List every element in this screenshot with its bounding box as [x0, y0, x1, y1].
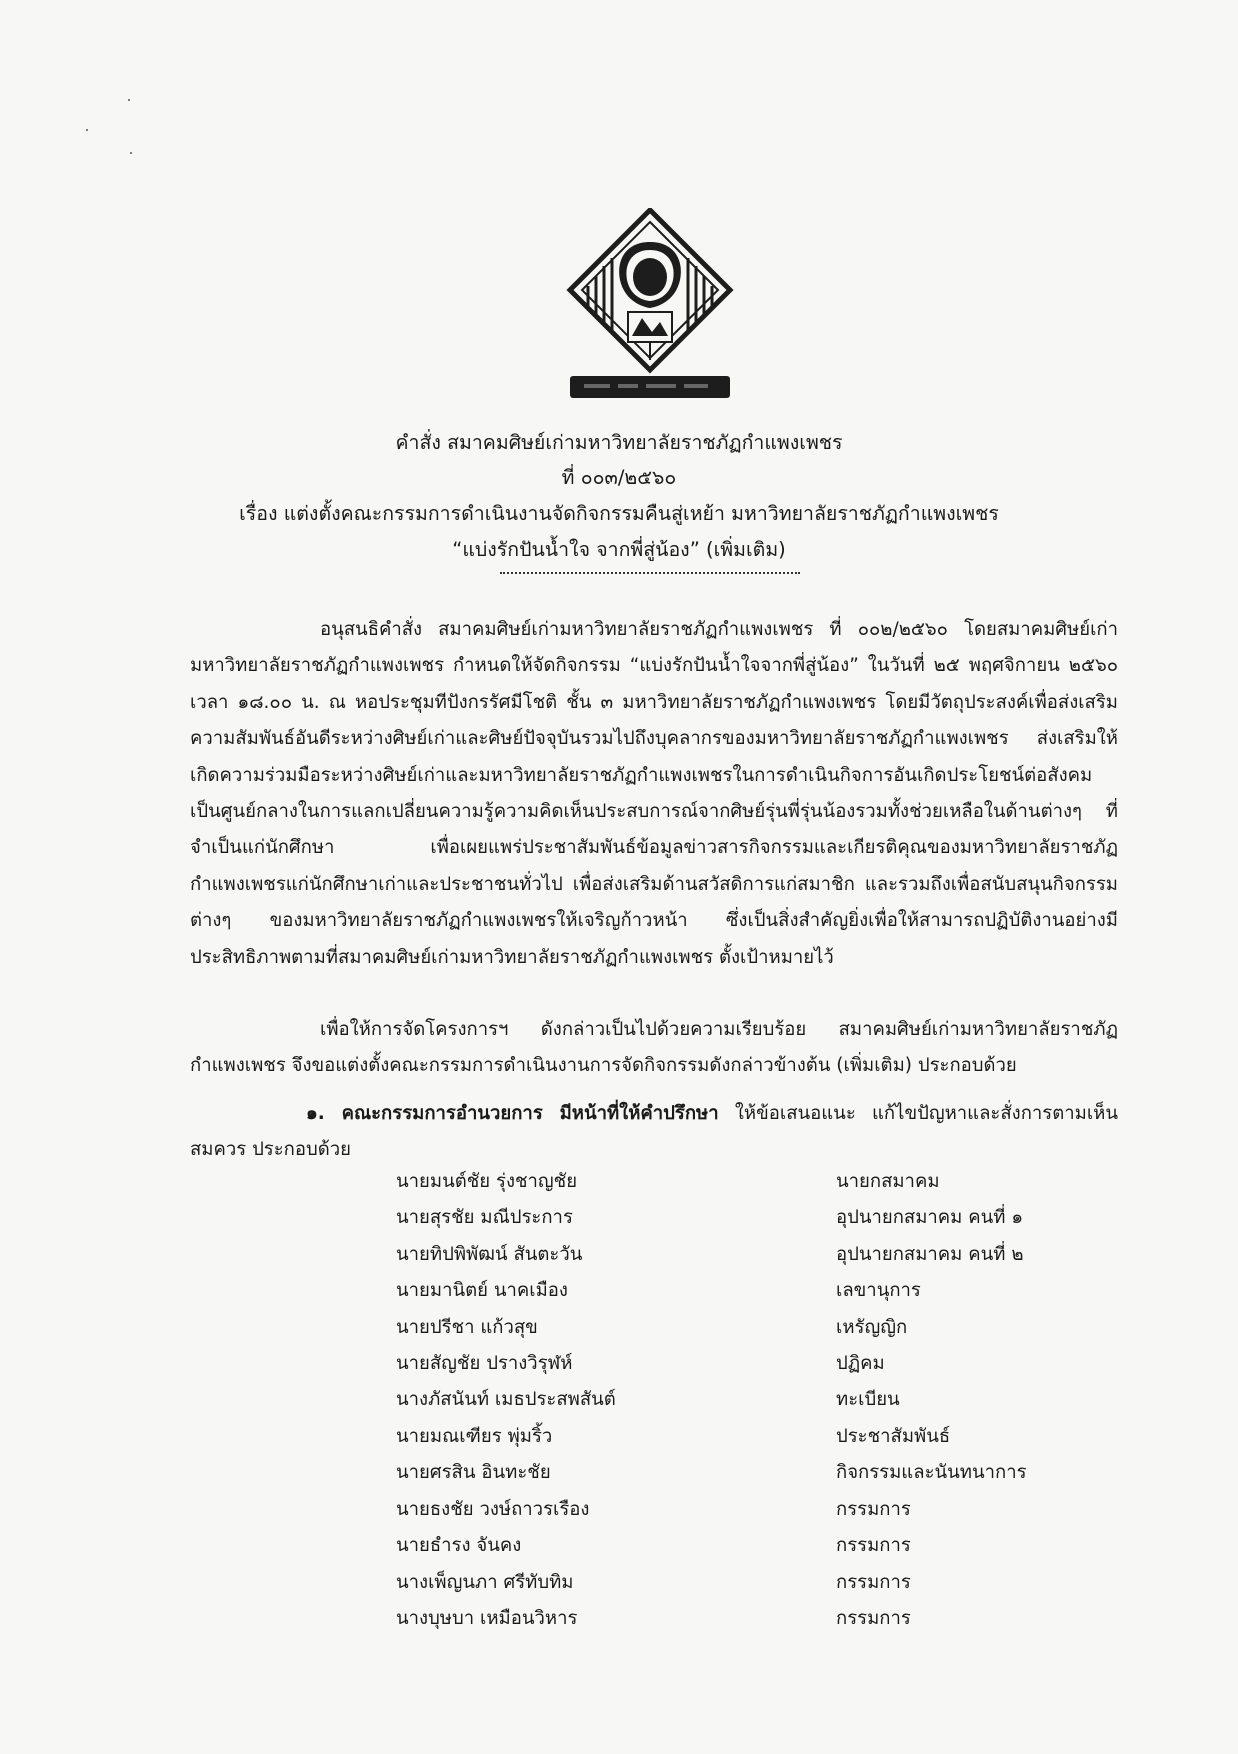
member-name: นายธำรง จันคง	[396, 1535, 522, 1556]
body-paragraph	[190, 612, 1118, 976]
member-name: นางภัสนันท์ เมธประสพสันต์	[396, 1389, 616, 1410]
committee-member-row	[396, 1201, 1096, 1235]
member-name: นายสัญชัย ปรางวิรุฬห์	[396, 1353, 573, 1374]
committee-member-row	[396, 1456, 1096, 1490]
member-role: กรรมการ	[836, 1572, 911, 1593]
scan-speck	[128, 99, 130, 101]
order-number: ที่ ๐๐๓/๒๕๖๐	[561, 466, 677, 489]
member-role: เหรัญญิก	[836, 1317, 908, 1338]
member-role: ทะเบียน	[836, 1389, 900, 1410]
member-role: กิจกรรมและนันทนาการ	[836, 1462, 1027, 1483]
paragraph-text: เพื่อให้การจัดโครงการฯ ดังกล่าวเป็นไปด้วยความเรียบร้อย สมาคมศิษย์เก่ามหาวิทยาลัยราชภัฏกำแพงเพชร จึงขอแต่งตั้งคณะกรรมการดำเนินงานการจัดกิจกรรมดังกล่าวข้างต้น (เพิ่มเติม) ประกอบด้วย	[190, 1019, 1118, 1077]
member-role: กรรมการ	[836, 1499, 911, 1520]
member-role: กรรมการ	[836, 1608, 911, 1629]
order-title: คำสั่ง สมาคมศิษย์เก่ามหาวิทยาลัยราชภัฏกำแพงเพชร	[395, 431, 843, 454]
scan-speck	[86, 129, 88, 131]
member-role: เลขานุการ	[836, 1280, 921, 1301]
committee-member-row	[396, 1602, 1096, 1636]
section-heading-paragraph	[190, 1096, 1118, 1169]
member-role: อุปนายกสมาคม คนที่ ๒	[836, 1244, 1024, 1265]
section-description: ให้ข้อเสนอแนะ แก้ไขปัญหาและสั่งการตามเห็นสมควร ประกอบด้วย	[190, 1103, 1118, 1161]
member-role: กรรมการ	[836, 1535, 911, 1556]
committee-member-row	[396, 1529, 1096, 1563]
committee-member-row	[396, 1566, 1096, 1600]
committee-member-row	[396, 1347, 1096, 1381]
member-name: นายธงชัย วงษ์ถาวรเรือง	[396, 1499, 590, 1520]
committee-member-row	[396, 1493, 1096, 1527]
member-name: นายมณเฑียร พุ่มริ้ว	[396, 1426, 553, 1447]
committee-member-row	[396, 1311, 1096, 1345]
paragraph-text: อนุสนธิคำสั่ง สมาคมศิษย์เก่ามหาวิทยาลัยราชภัฏกำแพงเพชร ที่ ๐๐๒/๒๕๖๐ โดยสมาคมศิษย์เก่ามหาวิทยาลัยราชภัฏกำแพงเพชร กำหนดให้จัดกิจกรรม “แบ่งรักปันน้ำใจจากพี่สู่น้อง” ในวันที่ ๒๕ พฤศจิกายน ๒๕๖๐ เวลา ๑๘.๐๐ น. ณ หอประชุมทีปังกรรัศมีโชติ ชั้น ๓ มหาวิทยาลัยราชภัฏกำแพงเพชร โดยมีวัตถุประสงค์เพื่อส่งเสริมความสัมพันธ์อันดีระหว่างศิษย์เก่าและศิษย์ปัจจุบันรวมไปถึงบุคลากรของมหาวิทยาลัยราชภัฏกำแพงเพชร ส่งเสริมให้เกิดความร่วมมือระหว่างศิษย์เก่าและมหาวิทยาลัยราชภัฏกำแพงเพชรในการดำเนินกิจการอันเกิดประโยชน์ต่อสังคม เป็นศูนย์กลางในการแลกเปลี่ยนความรู้ความคิดเห็นประสบการณ์จากศิษย์รุ่นพี่รุ่นน้องรวมทั้งช่วยเหลือในด้านต่างๆ ที่จำเป็นแก่นักศึกษา เพื่อเผยแพร่ประชาสัมพันธ์ข้อมูลข่าวสารกิจกรรมและเกียรติคุณของมหาวิทยาลัยราชภัฏกำแพงเพชรแก่นักศึกษาเก่าและประชาชนทั่วไป เพื่อส่งเสริมด้านสวัสดิการแก่สมาชิก และรวมถึงเพื่อสนับสนุนกิจกรรมต่างๆ ของมหาวิทยาลัยราชภัฏกำแพงเพชรให้เจริญก้าวหน้า ซึ่งเป็นสิ่งสำคัญยิ่งเพื่อให้สามารถปฏิบัติงานอย่างมีประสิทธิภาพตามที่สมาคมศิษย์เก่ามหาวิทยาลัยราชภัฏกำแพงเพชร ตั้งเป้าหมายไว้	[190, 619, 1118, 968]
body-paragraph	[190, 1012, 1118, 1085]
section-heading: ๑. คณะกรรมการอำนวยการ มีหน้าที่ให้คำปรึกษา	[306, 1103, 719, 1124]
member-role: ประชาสัมพันธ์	[836, 1426, 951, 1447]
association-seal-icon	[562, 208, 738, 400]
member-name: นางบุษบา เหมือนวิหาร	[396, 1608, 578, 1629]
member-name: นายมนต์ชัย รุ่งชาญชัย	[396, 1171, 578, 1192]
member-name: นายปรีชา แก้วสุข	[396, 1317, 538, 1338]
committee-member-row	[396, 1383, 1096, 1417]
event-name: “แบ่งรักปันน้ำใจ จากพี่สู่น้อง” (เพิ่มเติม)	[452, 538, 786, 561]
committee-member-row	[396, 1238, 1096, 1272]
member-name: นายศรสิน อินทะชัย	[396, 1462, 551, 1483]
member-name: นายสุรชัย มณีประการ	[396, 1207, 573, 1228]
member-name: นางเพ็ญนภา ศรีทับทิม	[396, 1572, 574, 1593]
member-role: ปฏิคม	[836, 1353, 885, 1374]
member-role: นายกสมาคม	[836, 1171, 940, 1192]
order-subject: เรื่อง แต่งตั้งคณะกรรมการดำเนินงานจัดกิจกรรมคืนสู่เหย้า มหาวิทยาลัยราชภัฏกำแพงเพชร	[239, 502, 999, 525]
committee-member-row	[396, 1420, 1096, 1454]
dotted-divider	[500, 572, 800, 574]
member-name: นายทิปพิพัฒน์ สันตะวัน	[396, 1244, 583, 1265]
committee-member-row	[396, 1274, 1096, 1308]
scan-speck	[130, 152, 132, 154]
member-name: นายมานิตย์ นาคเมือง	[396, 1280, 568, 1301]
committee-member-row	[396, 1165, 1096, 1199]
member-role: อุปนายกสมาคม คนที่ ๑	[836, 1207, 1024, 1228]
